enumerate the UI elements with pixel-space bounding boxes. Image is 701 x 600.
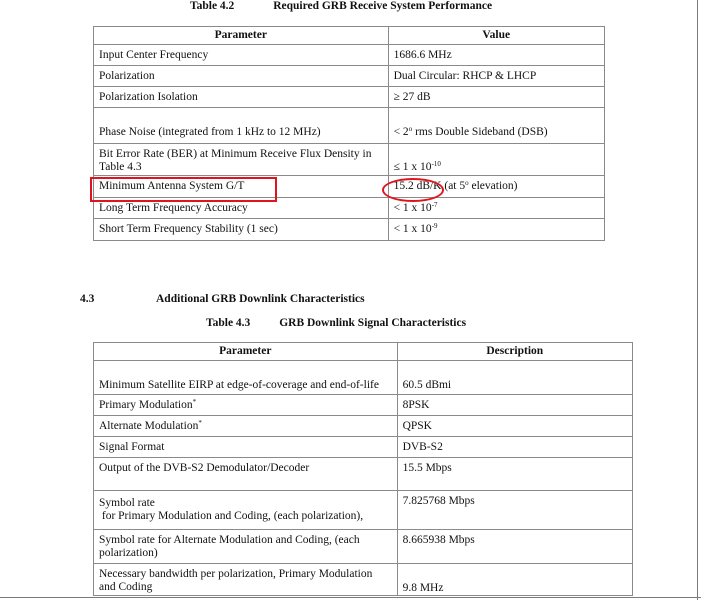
desc-cell: 7.825768 Mbps bbox=[397, 491, 632, 530]
table-4-2 bbox=[93, 26, 605, 241]
param-cell: Short Term Frequency Stability (1 sec) bbox=[94, 219, 389, 241]
table-row bbox=[94, 564, 633, 596]
table-header-row bbox=[94, 27, 605, 45]
value-text: elevation) bbox=[468, 180, 518, 192]
page-border-bottom bbox=[0, 597, 701, 598]
param-cell bbox=[94, 491, 398, 530]
table-row bbox=[94, 45, 605, 66]
degree-sup: o bbox=[408, 125, 413, 133]
exponent-sup: -9 bbox=[431, 222, 438, 230]
value-text: < 2 bbox=[393, 126, 409, 138]
param-line: Symbol rate bbox=[99, 497, 155, 509]
table-row bbox=[94, 108, 605, 144]
param-cell: Necessary bandwidth per polarization, Primary Modulation and Coding bbox=[94, 564, 398, 596]
table-4-3-number: Table 4.3 bbox=[206, 317, 251, 329]
desc-cell: QPSK bbox=[397, 416, 632, 437]
value-cell bbox=[388, 144, 604, 176]
param-cell bbox=[94, 395, 398, 416]
param-cell: Input Center Frequency bbox=[94, 45, 389, 66]
table-row bbox=[94, 395, 633, 416]
param-cell: Long Term Frequency Accuracy bbox=[94, 198, 389, 219]
table-4-2-caption bbox=[190, 0, 492, 12]
value-cell: Dual Circular: RHCP & LHCP bbox=[388, 66, 604, 87]
table-row bbox=[94, 87, 605, 108]
exponent-sup: -7 bbox=[431, 200, 438, 209]
page-border-right bbox=[697, 0, 698, 600]
param-cell: Polarization Isolation bbox=[94, 87, 389, 108]
header-parameter: Parameter bbox=[94, 27, 389, 45]
param-text: Alternate Modulation bbox=[99, 419, 199, 432]
param-cell: Bit Error Rate (BER) at Minimum Receive Flux Density in Table 4.3 bbox=[94, 144, 389, 176]
desc-cell: 15.5 Mbps bbox=[397, 458, 632, 491]
value-cell: 1686.6 MHz bbox=[388, 45, 604, 66]
value-text: < 1 x 10 bbox=[393, 201, 432, 214]
value-cell bbox=[388, 219, 604, 241]
table-header-row bbox=[94, 343, 633, 361]
value-cell: ≥ 27 dB bbox=[388, 87, 604, 108]
table-row bbox=[94, 491, 633, 530]
degree-sup: o bbox=[465, 179, 469, 187]
footnote-marker: * bbox=[198, 418, 202, 427]
table-4-3-caption bbox=[206, 317, 466, 329]
param-cell: Minimum Satellite EIRP at edge-of-coverage and end-of-life bbox=[94, 361, 398, 395]
table-row bbox=[94, 219, 605, 241]
param-cell: Minimum Antenna System G/T bbox=[94, 176, 389, 198]
footnote-marker: * bbox=[192, 397, 197, 406]
table-row bbox=[94, 437, 633, 458]
table-row bbox=[94, 530, 633, 564]
highlight-rectangle bbox=[90, 177, 277, 202]
param-cell: Phase Noise (integrated from 1 kHz to 12 MHz) bbox=[94, 108, 389, 144]
table-4-3 bbox=[93, 342, 633, 596]
header-description: Description bbox=[397, 343, 632, 361]
param-cell: Polarization bbox=[94, 66, 389, 87]
table-4-3-title: GRB Downlink Signal Characteristics bbox=[279, 317, 467, 329]
value-text: < 1 x 10 bbox=[393, 223, 432, 235]
table-row bbox=[94, 361, 633, 395]
table-row bbox=[94, 416, 633, 437]
param-cell: Symbol rate for Alternate Modulation and Coding, (each polarization) bbox=[94, 530, 398, 564]
desc-cell: DVB-S2 bbox=[397, 437, 632, 458]
exponent-sup: -10 bbox=[431, 160, 441, 168]
param-cell bbox=[94, 416, 398, 437]
table-row bbox=[94, 66, 605, 87]
value-text: ≤ 1 x 10 bbox=[393, 161, 432, 173]
header-parameter: Parameter bbox=[94, 343, 398, 361]
param-text: Primary Modulation bbox=[99, 398, 193, 411]
table-4-2-number: Table 4.2 bbox=[190, 0, 235, 12]
value-cell bbox=[388, 108, 604, 144]
table-row bbox=[94, 144, 605, 176]
param-cell: Output of the DVB-S2 Demodulator/Decoder bbox=[94, 458, 398, 491]
desc-cell: 8PSK bbox=[397, 395, 632, 416]
header-value: Value bbox=[388, 27, 604, 45]
section-number: 4.3 bbox=[80, 293, 95, 305]
value-text: 15.2 dB/K (at 5 bbox=[393, 180, 466, 192]
desc-cell: 8.665938 Mbps bbox=[397, 530, 632, 564]
value-text: rms Double Sideband (DSB) bbox=[412, 126, 548, 138]
param-line: for Primary Modulation and Coding, (each polarization), bbox=[99, 510, 364, 522]
param-cell: Signal Format bbox=[94, 437, 398, 458]
highlight-oval bbox=[382, 178, 444, 202]
table-row bbox=[94, 458, 633, 491]
desc-cell: 9.8 MHz bbox=[397, 564, 632, 596]
table-4-2-title: Required GRB Receive System Performance bbox=[273, 0, 493, 12]
section-title: Additional GRB Downlink Characteristics bbox=[156, 293, 365, 305]
desc-cell: 60.5 dBmi bbox=[397, 361, 632, 395]
